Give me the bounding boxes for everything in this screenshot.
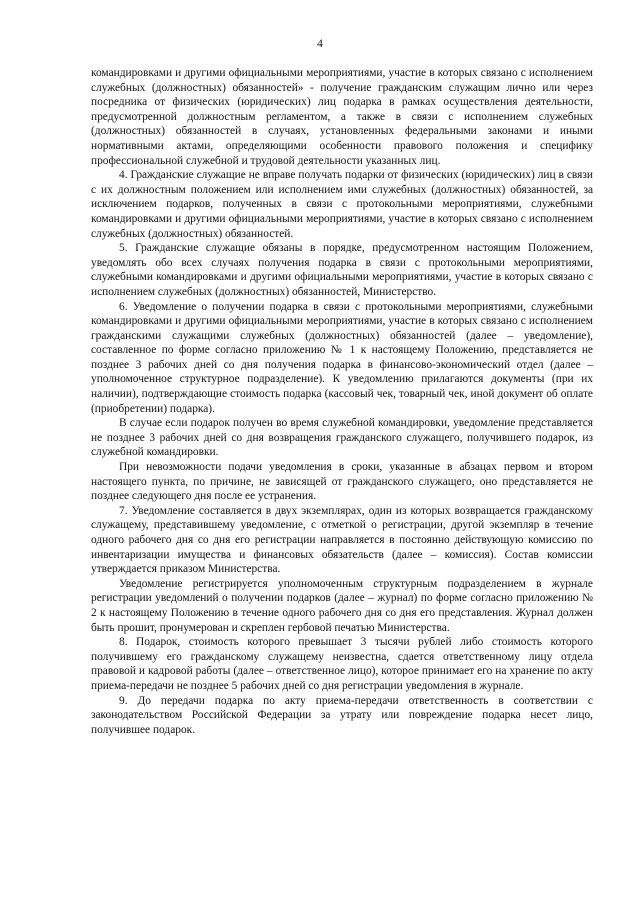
paragraph: 4. Гражданские служащие не вправе получать подарки от физических (юридических) лиц в связи с их должностным положением или исполнением ими служебных (должностных) обязанностей, за исключением подарков, полученных в связи с протокольными мероприятиями, служебными командировками и другими официальными мероприятиями, участие в которых связано с исполнением служебных (должностных) обязанностей. bbox=[91, 169, 593, 240]
paragraph: 5. Гражданские служащие обязаны в порядке, предусмотренном настоящим Положением, уведомлять обо всех случаях получения подарка в связи с протокольными мероприятиями, служебными командировками и другими официальными мероприятиями, участие в которых связано с исполнением служебных (должностных) обязанностей, Министерство. bbox=[91, 242, 593, 298]
document-body bbox=[91, 66, 593, 737]
page-number: 4 bbox=[317, 38, 323, 50]
paragraph: В случае если подарок получен во время служебной командировки, уведомление представляется не позднее 3 рабочих дней со дня возвращения гражданского служащего, получившего подарок, из служебной командировки. bbox=[91, 417, 593, 459]
paragraph: 7. Уведомление составляется в двух экземплярах, один из которых возвращается гражданскому служащему, представившему уведомление, с отметкой о регистрации, другой экземпляр в течение одного рабочего дня со дня его регистрации направляется в постоянно действующую комиссию по инвентаризации имущества и финансовых обязательств (далее – комиссия). Состав комиссии утверждается приказом Министерства. bbox=[91, 504, 593, 576]
paragraph: командировками и другими официальными мероприятиями, участие в которых связано с исполнением служебных (должностных) обязанностей» - получение гражданским служащим лично или через посредника от физических (юридических) лиц подарка в рамках осуществления деятельности, предусмотренной должностным регламентом, а также в связи с исполнением служебных (должностных) обязанностей в случаях, установленных федеральными законами и иными нормативными актами, определяющими особенности правового положения и специфику профессиональной служебной и трудовой деятельности указанных лиц. bbox=[91, 67, 593, 167]
paragraph: 6. Уведомление о получении подарка в связи с протокольными мероприятиями, служебными командировками и другими официальными мероприятиями, участие в которых связано с исполнением гражданскими служащими служебных (должностных) обязанностей (далее – уведомление), составленное по форме согласно приложению № 1 к настоящему Положению, представляется не позднее 3 рабочих дней со дня получения подарка в финансово-экономический отдел (далее – уполномоченное структурное подразделение). К уведомлению прилагаются документы (при их наличии), подтверждающие стоимость подарка (кассовый чек, товарный чек, иной документ об оплате (приобретении) подарка). bbox=[91, 300, 593, 415]
paragraph: При невозможности подачи уведомления в сроки, указанные в абзацах первом и втором настоящего пункта, по причине, не зависящей от гражданского служащего, оно представляется не позднее следующего дня после ее устранения. bbox=[91, 461, 593, 503]
paragraph: Уведомление регистрируется уполномоченным структурным подразделением в журнале регистрации уведомлений о получении подарков (далее – журнал) по форме согласно приложению № 2 к настоящему Положению в течение одного рабочего дня со дня его представления. Журнал должен быть прошит, пронумерован и скреплен гербовой печатью Министерства. bbox=[91, 577, 593, 634]
paragraph: 9. До передачи подарка по акту приема-передачи ответственность в соответствии с законодательством Российской Федерации за утрату или повреждение подарка несет лицо, получившее подарок. bbox=[91, 694, 593, 736]
paragraph: 8. Подарок, стоимость которого превышает 3 тысячи рублей либо стоимость которого получившему его гражданскому служащему неизвестна, сдается ответственному лицу отдела правовой и кадровой работы (далее – ответственное лицо), которое принимает его на хранение по акту приема-передачи не позднее 5 рабочих дней со дня регистрации уведомления в журнале. bbox=[91, 636, 593, 692]
